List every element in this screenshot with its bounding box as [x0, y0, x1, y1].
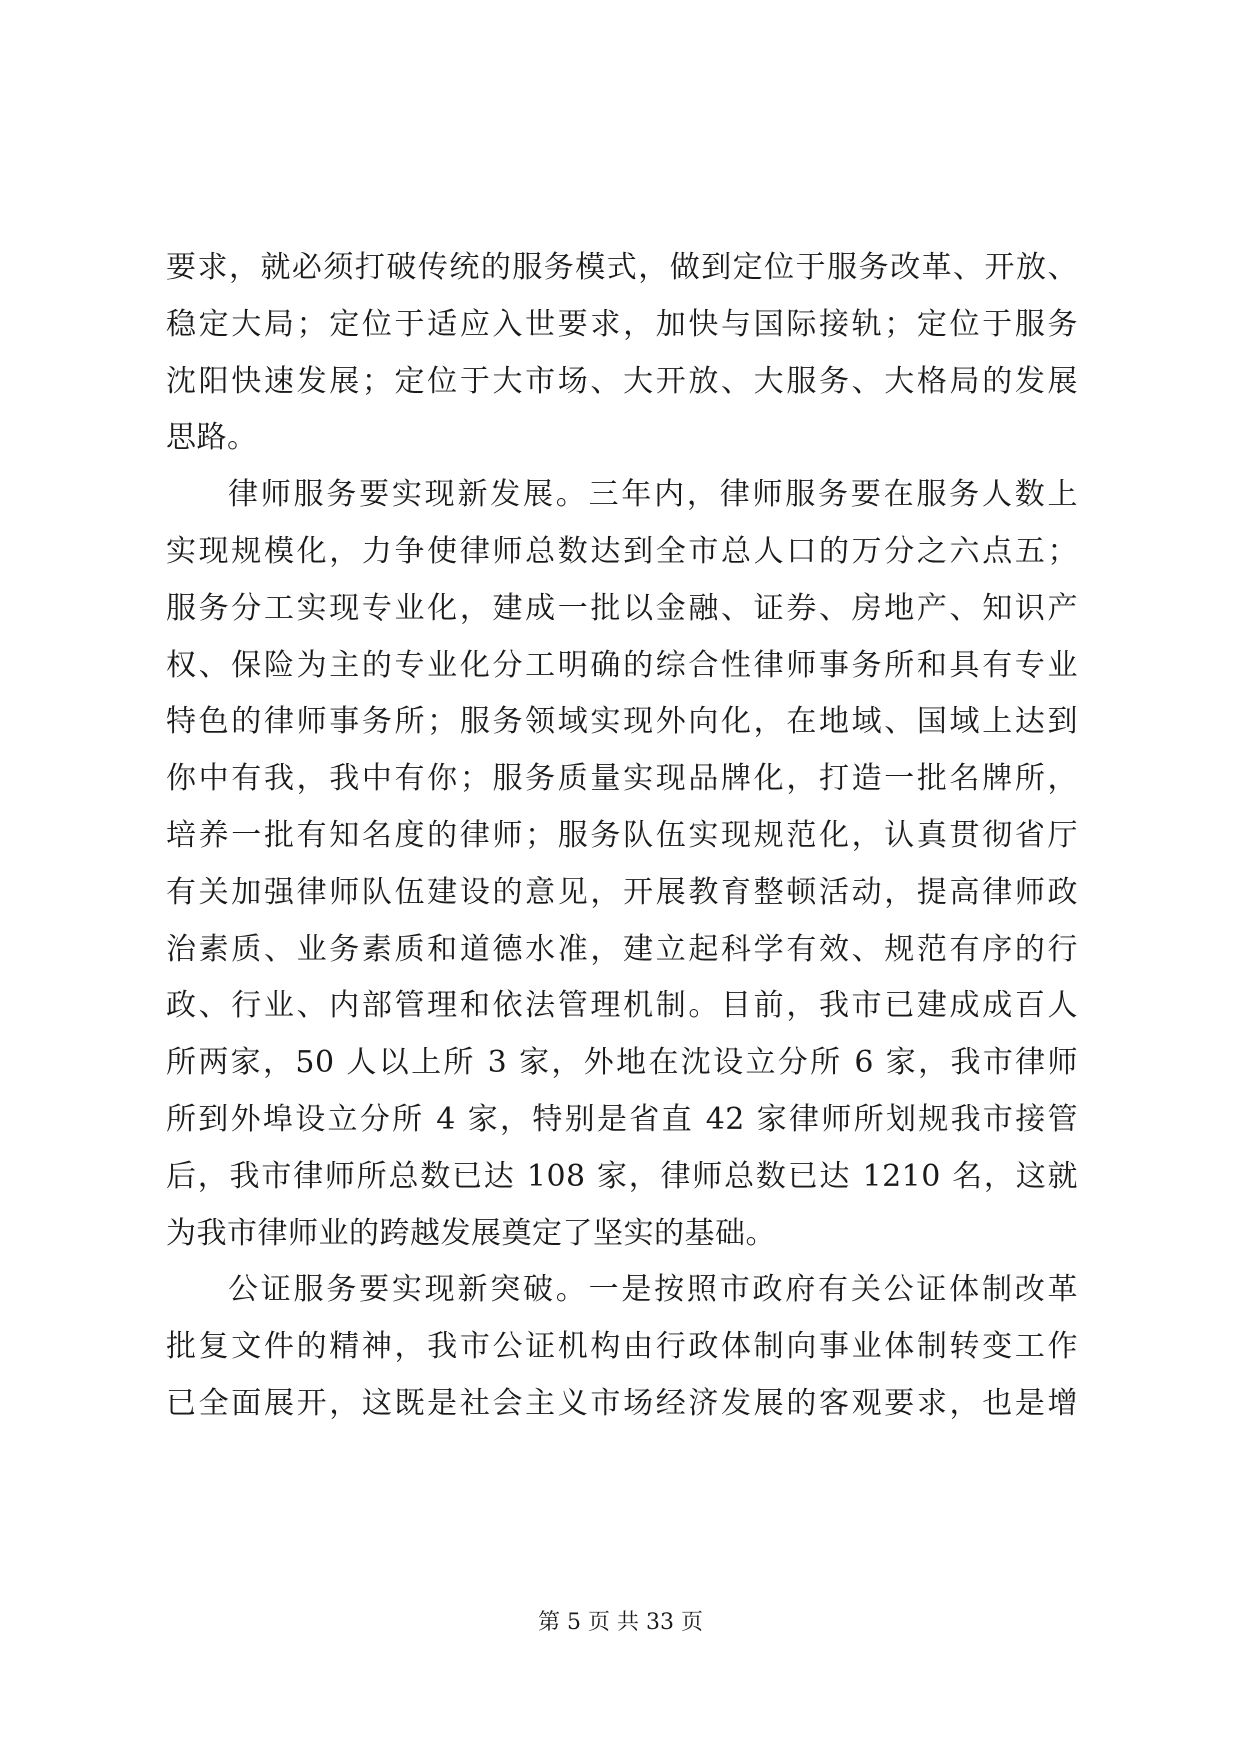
text-line: 所到外埠设立分所 4 家，特别是省直 42 家律师所划规我市接管 [166, 1101, 1078, 1137]
body-text [166, 240, 1078, 1433]
page-footer: 第 5 页 共 33 页 [538, 1610, 703, 1635]
text-line: 实现规模化，力争使律师总数达到全市总人口的万分之六点五； [166, 533, 1078, 569]
text-line: 为我市律师业的跨越发展奠定了坚实的基础。 [166, 1215, 776, 1251]
text-line: 培养一批有知名度的律师；服务队伍实现规范化，认真贯彻省厅 [166, 817, 1078, 853]
text-line: 权、保险为主的专业化分工明确的综合性律师事务所和具有专业 [166, 647, 1078, 683]
text-line: 要求，就必须打破传统的服务模式，做到定位于服务改革、开放、 [166, 250, 1078, 285]
text-line: 特色的律师事务所；服务领域实现外向化，在地域、国域上达到 [166, 704, 1078, 740]
text-line: 批复文件的精神，我市公证机构由行政体制向事业体制转变工作 [166, 1329, 1078, 1365]
text-line: 沈阳快速发展；定位于大市场、大开放、大服务、大格局的发展 [166, 363, 1078, 399]
text-line: 思路。 [166, 420, 258, 456]
paragraph-start-line: 公证服务要实现新突破。一是按照市政府有关公证体制改革 [228, 1272, 1078, 1308]
text-line: 有关加强律师队伍建设的意见，开展教育整顿活动，提高律师政 [166, 874, 1078, 910]
text-line: 后，我市律师所总数已达 108 家，律师总数已达 1210 名，这就 [166, 1158, 1078, 1194]
paragraph-start-line: 律师服务要实现新发展。三年内，律师服务要在服务人数上 [228, 477, 1078, 513]
text-line: 你中有我，我中有你；服务质量实现品牌化，打造一批名牌所， [166, 761, 1078, 797]
text-line: 所两家，50 人以上所 3 家，外地在沈设立分所 6 家，我市律师 [166, 1045, 1078, 1081]
text-line: 服务分工实现专业化，建成一批以金融、证券、房地产、知识产 [166, 590, 1078, 626]
text-line: 稳定大局；定位于适应入世要求，加快与国际接轨；定位于服务 [166, 306, 1078, 342]
text-line: 治素质、业务素质和道德水准，建立起科学有效、规范有序的行 [166, 931, 1078, 967]
text-line: 已全面展开，这既是社会主义市场经济发展的客观要求，也是增 [166, 1385, 1078, 1421]
text-line: 政、行业、内部管理和依法管理机制。目前，我市已建成成百人 [166, 988, 1078, 1024]
